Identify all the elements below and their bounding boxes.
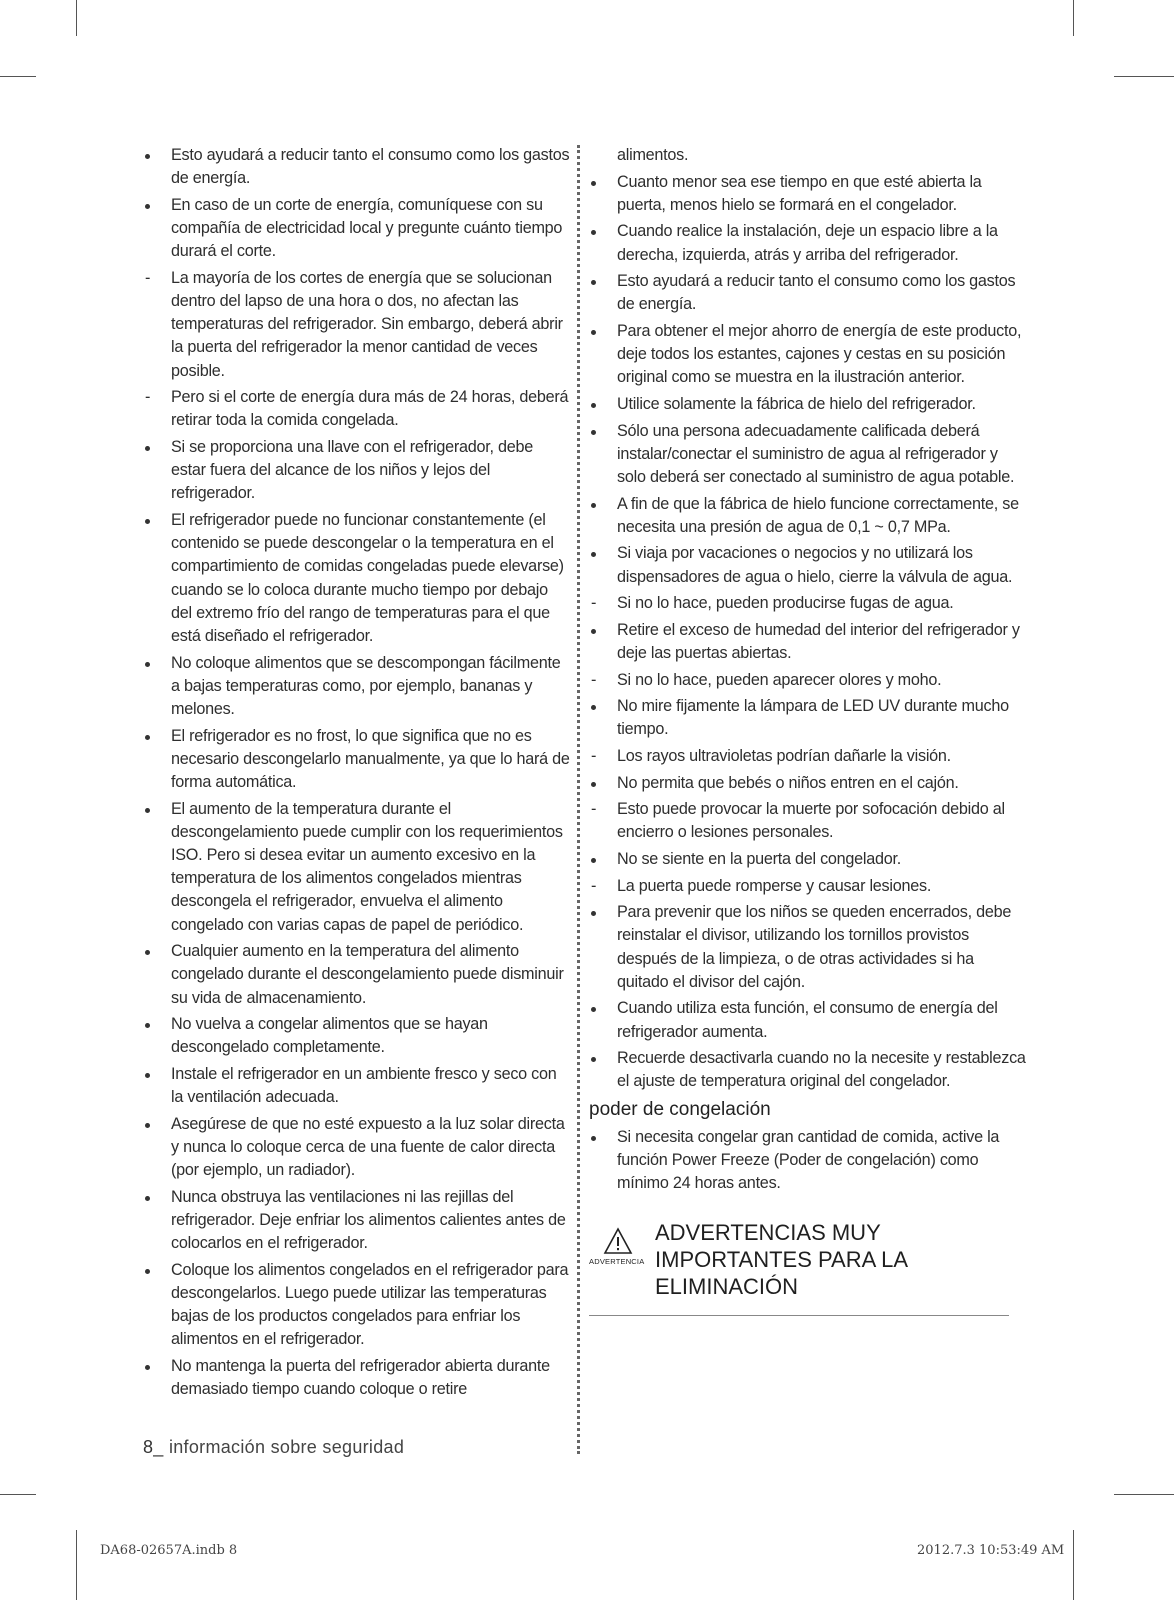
dash-list-item bbox=[589, 592, 1029, 615]
dash-list-item bbox=[589, 669, 1029, 692]
item-text: Para obtener el mejor ahorro de energía de este producto, deje todos los estantes, cajones y cestas en su posición original como se muestra en la ilustración anterior. bbox=[617, 321, 1022, 387]
item-text: Cuando utiliza esta función, el consumo de energía del refrigerador aumenta. bbox=[617, 999, 998, 1041]
column-divider bbox=[577, 145, 580, 1454]
warning-label: ADVERTENCIA bbox=[589, 1257, 645, 1267]
bullet-list-item bbox=[589, 901, 1029, 994]
bullet-list-item bbox=[143, 1113, 570, 1183]
warning-title bbox=[655, 1219, 908, 1300]
item-text: La puerta puede romperse y causar lesiones. bbox=[617, 876, 932, 895]
bullet-list-item bbox=[143, 940, 570, 1010]
item-text: No se siente en la puerta del congelador. bbox=[617, 849, 902, 868]
crop-mark-top-left-v bbox=[76, 0, 77, 36]
bullet-list-item bbox=[143, 1063, 570, 1109]
item-text: Si no lo hace, pueden aparecer olores y moho. bbox=[617, 670, 942, 689]
item-text: No coloque alimentos que se descompongan fácilmente a bajas temperaturas como, por ejemplo, bananas y melones. bbox=[171, 653, 561, 719]
warning-title-line: ELIMINACIÓN bbox=[655, 1274, 799, 1300]
item-text: Si viaja por vacaciones o negocios y no utilizará los dispensadores de agua o hielo, cierre la válvula de agua. bbox=[617, 544, 1013, 586]
item-text: El refrigerador es no frost, lo que significa que no es necesario descongelarlo manualmente, ya que lo hará de forma automática. bbox=[171, 726, 570, 792]
bullet-list-item bbox=[143, 1186, 570, 1256]
item-text: Asegúrese de que no esté expuesto a la luz solar directa y nunca lo coloque cerca de una fuente de calor directa (por ejemplo, un radiador). bbox=[171, 1114, 565, 1180]
item-text: La mayoría de los cortes de energía que se solucionan dentro del lapso de una hora o dos, no afectan las temperaturas del refrigerador. Sin embargo, deberá abrir la puerta del refrigerador la menor cantidad de veces posible. bbox=[171, 268, 563, 380]
section-list bbox=[589, 1126, 1029, 1196]
crop-mark-bottom-right-h bbox=[1114, 1494, 1174, 1495]
bullet-list-item bbox=[589, 1126, 1029, 1196]
item-text: No mantenga la puerta del refrigerador abierta durante demasiado tiempo cuando coloque o retire bbox=[171, 1357, 550, 1399]
item-text: Sólo una persona adecuadamente calificada deberá instalar/conectar el suministro de agua al refrigerador y solo deberá ser conectado al suministro de agua potable. bbox=[617, 421, 1015, 486]
item-text: Cualquier aumento en la temperatura del alimento congelado durante el descongelamiento puede disminuir su vida de almacenamiento. bbox=[171, 942, 564, 1007]
bullet-list-item bbox=[589, 393, 1029, 416]
bullet-list-item bbox=[143, 1013, 570, 1059]
item-text: Pero si el corte de energía dura más de 24 horas, deberá retirar toda la comida congelada. bbox=[171, 388, 569, 430]
print-slug-timestamp: 2012.7.3 10:53:49 AM bbox=[917, 1543, 1065, 1558]
bullet-list-item bbox=[143, 436, 570, 506]
bullet-list-item bbox=[589, 171, 1029, 217]
footer-section-name: información sobre seguridad bbox=[168, 1437, 405, 1457]
item-text: Esto ayudará a reducir tanto el consumo como los gastos de energía. bbox=[171, 146, 570, 188]
dash-list-item bbox=[589, 798, 1029, 844]
item-text: Nunca obstruya las ventilaciones ni las rejillas del refrigerador. Deje enfriar los alimentos calientes antes de colocarlos en el refrigerador. bbox=[171, 1187, 566, 1253]
dash-list-item bbox=[143, 386, 570, 432]
item-text: Utilice solamente la fábrica de hielo del refrigerador. bbox=[617, 394, 976, 413]
item-text: No vuelva a congelar alimentos que se hayan descongelado completamente. bbox=[171, 1015, 488, 1057]
item-text: No mire fijamente la lámpara de LED UV durante mucho tiempo. bbox=[617, 697, 1009, 739]
bullet-list-item bbox=[143, 1355, 570, 1401]
bullet-list-item bbox=[589, 619, 1029, 665]
item-text: Si se proporciona una llave con el refrigerador, debe estar fuera del alcance de los niños y lejos del refrigerador. bbox=[171, 438, 533, 503]
item-text: El aumento de la temperatura durante el descongelamiento puede cumplir con los requerimientos ISO. Pero si desea evitar un aumento excesivo en la temperatura de los alimentos congelados mientras descongela el refrigerador, envuelva el alimento congelado con varias capas de papel de periódico. bbox=[171, 799, 563, 934]
right-column-list bbox=[589, 144, 1029, 1094]
crop-mark-top-left-h bbox=[0, 76, 36, 77]
item-text: En caso de un corte de energía, comuníquese con su compañía de electricidad local y pregunte cuánto tiempo durará el corte. bbox=[171, 195, 563, 261]
crop-mark-bottom-left-v bbox=[76, 1530, 77, 1600]
crop-mark-top-right-h bbox=[1114, 76, 1174, 77]
bullet-list-item bbox=[143, 194, 570, 264]
bullet-list-item bbox=[143, 509, 570, 648]
page-footer bbox=[143, 1437, 404, 1458]
warning-triangle-icon bbox=[603, 1227, 633, 1260]
dash-list-item bbox=[589, 745, 1029, 768]
bullet-list-item bbox=[589, 695, 1029, 741]
crop-mark-bottom-left-h bbox=[0, 1494, 36, 1495]
warning-title-line: IMPORTANTES PARA LA bbox=[655, 1247, 909, 1273]
item-text: Recuerde desactivarla cuando no la necesite y restablezca el ajuste de temperatura original del congelador. bbox=[617, 1049, 1026, 1091]
item-text: Si no lo hace, pueden producirse fugas de agua. bbox=[617, 594, 954, 613]
item-text: Si necesita congelar gran cantidad de comida, active la función Power Freeze (Poder de congelación) como mínimo 24 horas antes. bbox=[617, 1127, 1000, 1192]
bullet-list-item bbox=[589, 220, 1029, 266]
item-text: Cuando realice la instalación, deje un espacio libre a la derecha, izquierda, atrás y arriba del refrigerador. bbox=[617, 222, 998, 264]
dash-list-item bbox=[589, 875, 1029, 898]
item-text: Los rayos ultravioletas podrían dañarle la visión. bbox=[617, 746, 951, 765]
continued-text bbox=[589, 144, 1029, 167]
warning-block bbox=[589, 1219, 1009, 1316]
item-text: Coloque los alimentos congelados en el refrigerador para descongelarlos. Luego puede utilizar las temperaturas bajas de los productos congelados para enfriar los alimentos en el refrigerador. bbox=[171, 1260, 569, 1349]
crop-mark-bottom-right-v bbox=[1073, 1530, 1074, 1600]
item-text: Cuanto menor sea ese tiempo en que esté abierta la puerta, menos hielo se formará en el congelador. bbox=[617, 172, 982, 214]
dash-list-item bbox=[143, 267, 570, 383]
bullet-list-item bbox=[589, 772, 1029, 795]
item-text: alimentos. bbox=[617, 146, 689, 164]
bullet-list-item bbox=[143, 1259, 570, 1352]
item-text: El refrigerador puede no funcionar constantemente (el contenido se puede descongelar o la temperatura en el compartimiento de comidas congeladas puede elevarse) cuando se lo coloca durante mucho tiempo por debajo del extremo frío del rango de temperaturas para el que está diseñado el refrigerador. bbox=[171, 511, 564, 646]
bullet-list-item bbox=[143, 725, 570, 795]
crop-mark-top-right-v bbox=[1073, 0, 1074, 36]
bullet-list-item bbox=[589, 1047, 1029, 1093]
print-slug-file: DA68-02657A.indb 8 bbox=[100, 1543, 238, 1558]
item-text: A fin de que la fábrica de hielo funcione correctamente, se necesita una presión de agua de 0,1 ~ 0,7 MPa. bbox=[617, 494, 1019, 536]
section-heading: poder de congelación bbox=[589, 1098, 771, 1120]
bullet-list-item bbox=[143, 652, 570, 722]
item-text: Retire el exceso de humedad del interior del refrigerador y deje las puertas abiertas. bbox=[617, 620, 1020, 662]
warning-title-line: ADVERTENCIAS MUY bbox=[655, 1220, 881, 1246]
item-text: Para prevenir que los niños se queden encerrados, debe reinstalar el divisor, utilizando los tornillos provistos después de la limpieza, o de otras actividades si ha quitado el divisor del cajón. bbox=[617, 903, 1012, 991]
bullet-list-item bbox=[589, 997, 1029, 1043]
bullet-list-item bbox=[589, 320, 1029, 390]
item-text: No permita que bebés o niños entren en el cajón. bbox=[617, 773, 959, 792]
item-text: Instale el refrigerador en un ambiente fresco y seco con la ventilación adecuada. bbox=[171, 1065, 557, 1107]
bullet-list-item bbox=[589, 542, 1029, 588]
bullet-list-item bbox=[589, 270, 1029, 316]
bullet-list-item bbox=[589, 420, 1029, 490]
bullet-list-item bbox=[143, 798, 570, 937]
item-text: Esto puede provocar la muerte por sofocación debido al encierro o lesiones personales. bbox=[617, 800, 1005, 842]
bullet-list-item bbox=[589, 848, 1029, 871]
left-column bbox=[143, 144, 570, 1405]
right-column bbox=[589, 144, 1029, 1316]
bullet-list-item bbox=[589, 493, 1029, 539]
page-number: 8_ bbox=[143, 1437, 164, 1457]
item-text: Esto ayudará a reducir tanto el consumo como los gastos de energía. bbox=[617, 272, 1016, 314]
bullet-list-item bbox=[143, 144, 570, 190]
